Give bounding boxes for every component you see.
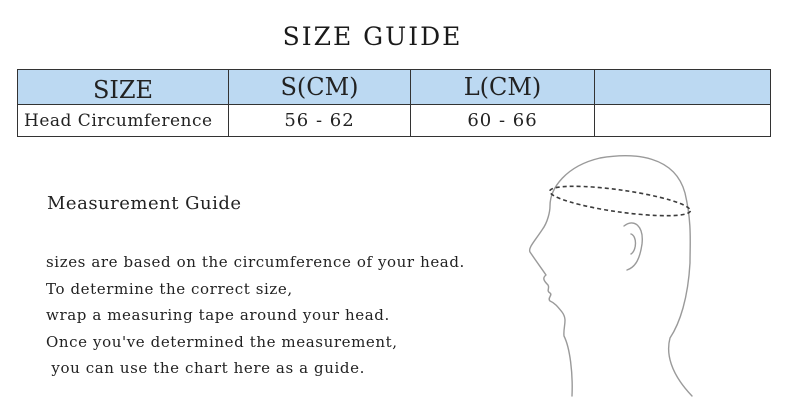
cell-l-value: 60 - 66	[411, 105, 595, 137]
cell-s-value: 56 - 62	[229, 105, 411, 137]
guide-line: sizes are based on the circumference of your head.	[46, 253, 465, 271]
table-row	[18, 105, 771, 137]
measurement-guide-text	[46, 249, 465, 382]
head-measurement-icon	[520, 148, 705, 398]
header-size: SIZE	[18, 70, 229, 105]
guide-line: wrap a measuring tape around your head.	[46, 306, 390, 324]
row-label: Head Circumference	[18, 105, 229, 137]
page-title: SIZE GUIDE	[282, 22, 463, 51]
guide-line: To determine the correct size,	[46, 279, 293, 298]
table-header-row	[18, 70, 771, 105]
header-s-cm: S(CM)	[229, 70, 411, 105]
guide-line: Once you've determined the measurement,	[46, 332, 398, 351]
measurement-guide-heading: Measurement Guide	[47, 193, 242, 214]
header-empty	[595, 70, 771, 105]
guide-line: you can use the chart here as a guide.	[46, 359, 365, 377]
cell-empty	[595, 105, 771, 137]
size-table	[17, 69, 771, 137]
header-l-cm: L(CM)	[411, 70, 595, 105]
